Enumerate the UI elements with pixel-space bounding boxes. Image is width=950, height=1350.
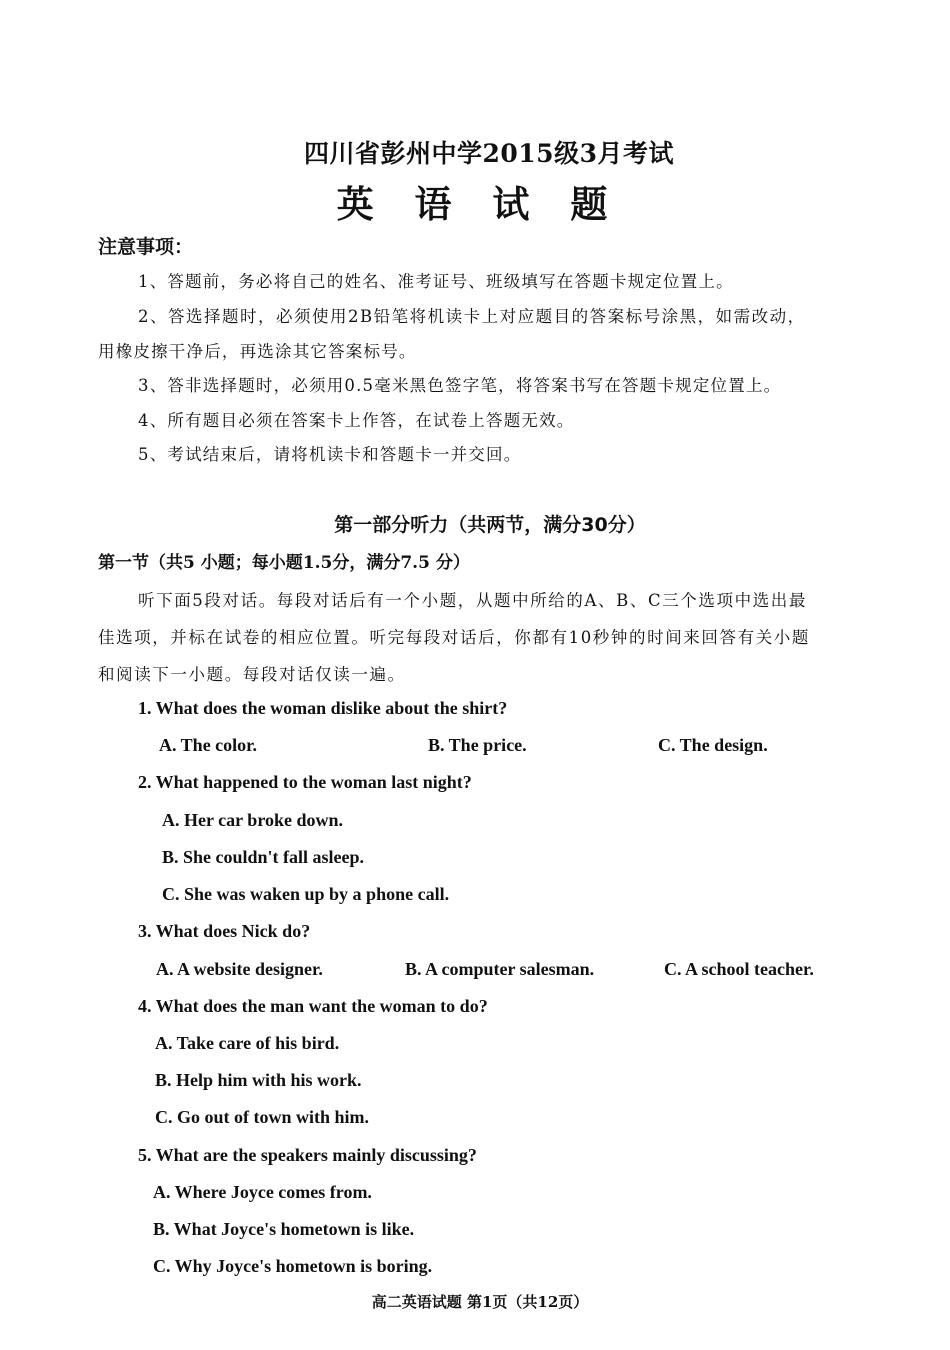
notice-heading: 注意事项：	[98, 236, 194, 258]
answer-option: A. Take care of his bird.	[155, 1033, 340, 1053]
answer-option: A. Where Joyce comes from.	[153, 1182, 372, 1202]
part-heading: 第一部分听力（共两节，满分30分）	[334, 514, 646, 536]
answer-option: A. Her car broke down.	[162, 810, 344, 830]
question-stem: 3. What does Nick do?	[138, 921, 311, 941]
notice-item: 5、考试结束后，请将机读卡和答题卡一并交回。	[138, 445, 522, 464]
section-instructions: 和阅读下一小题。每段对话仅读一遍。	[98, 665, 406, 684]
answer-option: C. The design.	[658, 735, 768, 755]
answer-option: B. Help him with his work.	[155, 1070, 362, 1090]
answer-option: B. The price.	[428, 735, 527, 755]
section-instructions: 佳选项，并标在试卷的相应位置。听完每段对话后，你都有10秒钟的时间来回答有关小题	[98, 628, 810, 647]
section-instructions: 听下面5段对话。每段对话后有一个小题，从题中所给的A、B、C三个选项中选出最	[138, 591, 807, 610]
answer-option: B. She couldn't fall asleep.	[162, 847, 365, 867]
section-heading: 第一节（共5 小题；每小题1.5分，满分7.5 分）	[98, 553, 470, 573]
answer-option: C. Go out of town with him.	[155, 1107, 370, 1127]
question-stem: 5. What are the speakers mainly discussing?	[138, 1145, 477, 1165]
notice-item: 2、答选择题时，必须使用2B铅笔将机读卡上对应题目的答案标号涂黑，如需改动，	[138, 307, 806, 326]
notice-item: 4、所有题目必须在答案卡上作答，在试卷上答题无效。	[138, 411, 575, 430]
answer-option: C. A school teacher.	[664, 959, 814, 979]
notice-item: 3、答非选择题时，必须用0.5毫米黑色签字笔，将答案书写在答题卡规定位置上。	[138, 376, 782, 395]
notice-item: 1、答题前，务必将自己的姓名、准考证号、班级填写在答题卡规定位置上。	[138, 272, 734, 291]
exam-subject-title: 英 语 试 题	[336, 182, 622, 226]
notice-item-continued: 用橡皮擦干净后，再选涂其它答案标号。	[98, 342, 417, 361]
answer-option: B. A computer salesman.	[405, 959, 595, 979]
answer-option: C. Why Joyce's hometown is boring.	[153, 1256, 433, 1276]
question-stem: 4. What does the man want the woman to do?	[138, 996, 488, 1016]
exam-title: 四川省彭州中学2015级3月考试	[304, 139, 674, 168]
answer-option: A. A website designer.	[156, 959, 323, 979]
question-stem: 2. What happened to the woman last night?	[138, 772, 472, 792]
page-footer: 高二英语试题 第1页（共12页）	[371, 1293, 589, 1311]
answer-option: B. What Joyce's hometown is like.	[153, 1219, 415, 1239]
question-stem: 1. What does the woman dislike about the shirt?	[138, 698, 508, 718]
answer-option: C. She was waken up by a phone call.	[162, 884, 450, 904]
answer-option: A. The color.	[159, 735, 258, 755]
